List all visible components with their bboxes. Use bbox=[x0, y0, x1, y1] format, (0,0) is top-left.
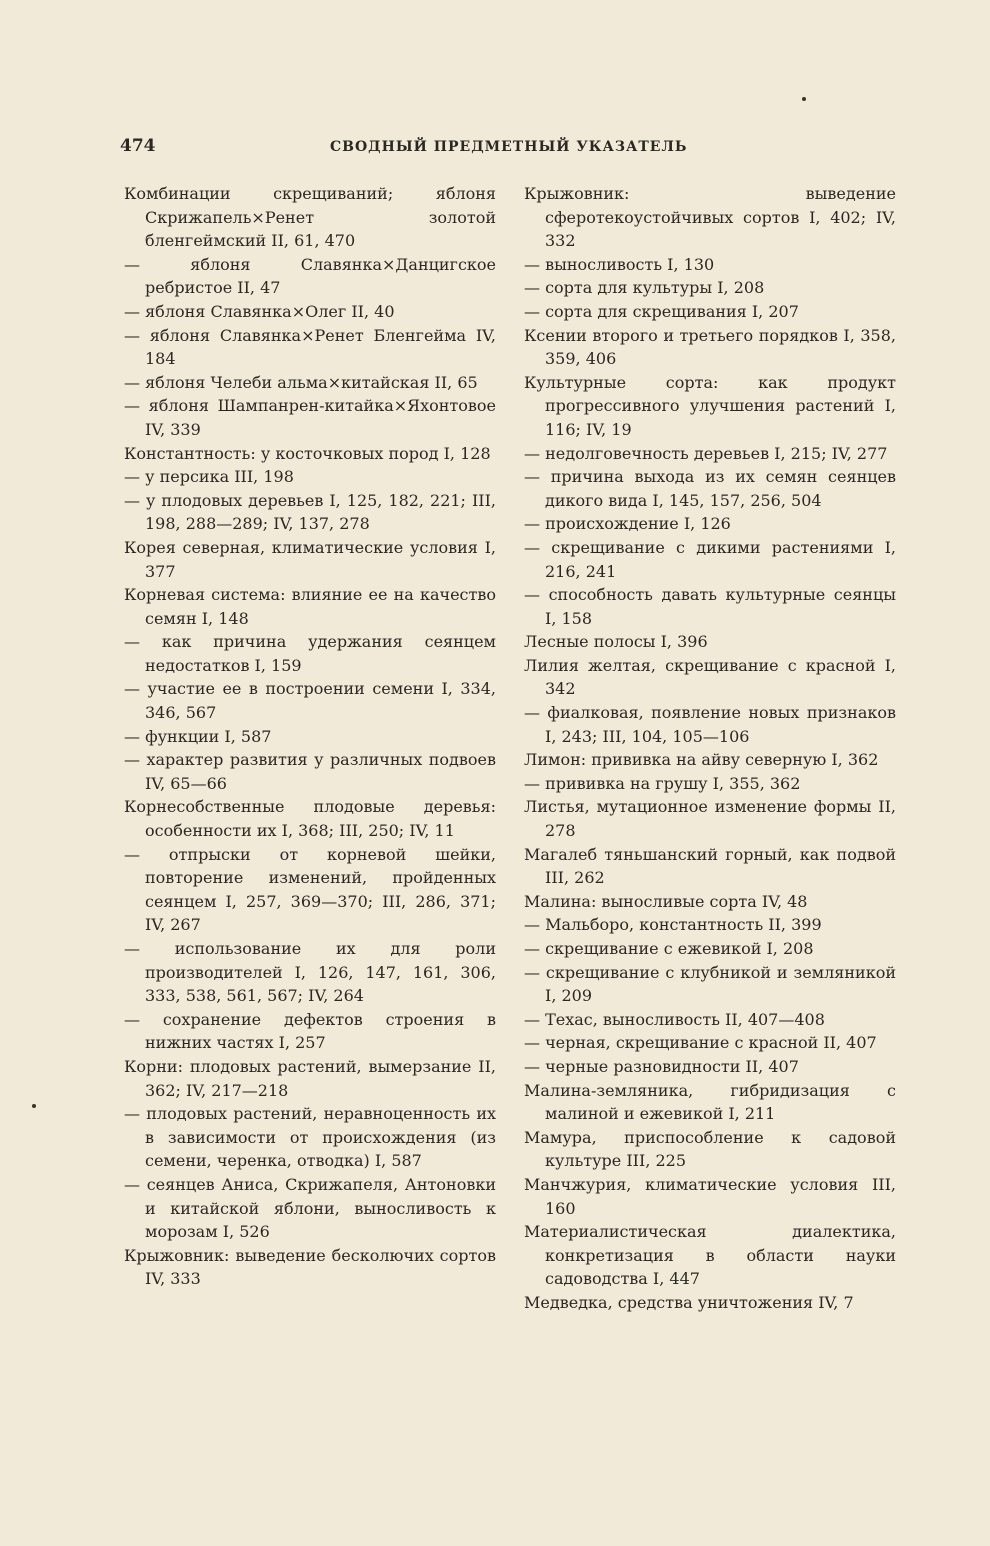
index-entry: — Техас, выносливость II, 407—408 bbox=[524, 1009, 825, 1029]
index-entry: — скрещивание с дикими растениями I, 216, 241 bbox=[524, 537, 896, 581]
index-entry: Листья, мутационное изменение формы II, 278 bbox=[524, 797, 896, 841]
index-entry: Культурные сорта: как продукт прогрессивного улучшения растений I, 116; IV, 19 bbox=[524, 372, 896, 439]
index-entry: Лилия желтая, скрещивание с красной I, 342 bbox=[524, 655, 896, 699]
index-entry: Крыжовник: выведение бесколючих сортов IV, 333 bbox=[124, 1245, 496, 1289]
index-entry: — сорта для скрещивания I, 207 bbox=[524, 301, 799, 321]
index-entry: — отпрыски от корневой шейки, повторение изменений, пройденных сеянцем I, 257, 369—370; III, 286, 371; IV, 267 bbox=[124, 844, 496, 935]
index-entry: Манчжурия, климатические условия III, 160 bbox=[524, 1174, 896, 1218]
index-entry: — сеянцев Аниса, Скрижапеля, Антоновки и китайской яблони, выносливость к морозам I, 526 bbox=[124, 1174, 496, 1242]
index-entry: Комбинации скрещиваний; яблоня Скрижапель×Ренет золотой бленгеймский II, 61, 470 bbox=[124, 184, 496, 251]
index-entry: — скрещивание с ежевикой I, 208 bbox=[524, 939, 814, 958]
index-entry: — фиалковая, появление новых признаков I, 243; III, 104, 105—106 bbox=[524, 703, 896, 746]
index-entry: Корни: плодовых растений, вымерзание II, 362; IV, 217—218 bbox=[124, 1056, 496, 1100]
index-entry: — яблоня Славянка×Олег II, 40 bbox=[124, 301, 395, 321]
print-speck bbox=[32, 1104, 36, 1108]
index-entry: — у плодовых деревьев I, 125, 182, 221; III, 198, 288—289; IV, 137, 278 bbox=[124, 490, 496, 534]
index-entry: — сохранение дефектов строения в нижних частях I, 257 bbox=[124, 1009, 496, 1053]
index-entry: — функции I, 587 bbox=[124, 726, 272, 746]
page-number: 474 bbox=[120, 136, 156, 156]
index-entry: — сорта для культуры I, 208 bbox=[524, 278, 765, 298]
index-entry: Мамура, приспособление к садовой культуре III, 225 bbox=[524, 1127, 896, 1171]
index-entry: Крыжовник: выведение сферотекоустойчивых сортов I, 402; IV, 332 bbox=[524, 184, 896, 251]
running-title: СВОДНЫЙ ПРЕДМЕТНЫЙ УКАЗАТЕЛЬ bbox=[330, 139, 688, 155]
index-entry: — характер развития у различных подвоев IV, 65—66 bbox=[124, 750, 496, 793]
index-entry: — плодовых растений, неравноценность их в зависимости от происхождения (из семени, черенка, отводка) I, 587 bbox=[124, 1104, 496, 1171]
index-entry: Ксении второго и третьего порядков I, 358, 359, 406 bbox=[524, 325, 896, 369]
index-entry: — прививка на грушу I, 355, 362 bbox=[524, 773, 801, 793]
index-entry: Корея северная, климатические условия I, 377 bbox=[124, 537, 496, 581]
index-entry: Корнесобственные плодовые деревья: особенности их I, 368; III, 250; IV, 11 bbox=[124, 797, 496, 841]
index-entry: — использование их для роли производителей I, 126, 147, 161, 306, 333, 538, 561, 567; IV, 264 bbox=[124, 939, 496, 1006]
index-entry: — у персика III, 198 bbox=[124, 467, 294, 487]
index-entry: Малина-земляника, гибридизация с малиной и ежевикой I, 211 bbox=[524, 1080, 896, 1124]
index-entry: — причина выхода из их семян сеянцев дикого вида I, 145, 157, 256, 504 bbox=[524, 467, 896, 510]
page-header bbox=[120, 136, 900, 160]
index-entry: — яблоня Славянка×Ренет Бленгейма IV, 184 bbox=[124, 325, 496, 369]
index-entry: — яблоня Славянка×Данцигское ребристое II, 47 bbox=[124, 254, 496, 298]
index-entry: — скрещивание с клубникой и земляникой I, 209 bbox=[524, 962, 896, 1006]
index-entry: — участие ее в построении семени I, 334, 346, 567 bbox=[124, 679, 496, 723]
index-entry: Константность: у косточковых пород I, 128 bbox=[124, 443, 491, 463]
index-entry: Медведка, средства уничтожения IV, 7 bbox=[524, 1292, 854, 1312]
index-entry: — яблоня Шампанрен-китайка×Яхонтовое IV, 339 bbox=[124, 396, 496, 439]
index-entry: Малина: выносливые сорта IV, 48 bbox=[524, 891, 808, 911]
index-entry: — черные разновидности II, 407 bbox=[524, 1056, 799, 1076]
index-entry: — черная, скрещивание с красной II, 407 bbox=[524, 1033, 877, 1053]
index-entry: — происхождение I, 126 bbox=[524, 514, 731, 534]
index-entry: — Мальборо, константность II, 399 bbox=[524, 915, 822, 935]
index-entry: Магалеб тяньшанский горный, как подвой III, 262 bbox=[524, 844, 896, 888]
index-entry: Корневая система: влияние ее на качество семян I, 148 bbox=[124, 585, 496, 628]
left-column bbox=[124, 182, 496, 1291]
index-entry: Лимон: прививка на айву северную I, 362 bbox=[524, 750, 879, 770]
index-entry: — выносливость I, 130 bbox=[524, 254, 715, 274]
index-entry: — недолговечность деревьев I, 215; IV, 277 bbox=[524, 443, 888, 463]
print-speck bbox=[802, 97, 806, 101]
right-column bbox=[524, 182, 896, 1315]
index-entry: — яблоня Челеби альма×китайская II, 65 bbox=[124, 372, 478, 392]
index-entry: — способность давать культурные сеянцы I, 158 bbox=[524, 585, 896, 628]
index-entry: — как причина удержания сеянцем недостатков I, 159 bbox=[124, 632, 496, 675]
index-entry: Лесные полосы I, 396 bbox=[524, 632, 708, 652]
index-entry: Материалистическая диалектика, конкретизация в области науки садоводства I, 447 bbox=[524, 1222, 896, 1289]
